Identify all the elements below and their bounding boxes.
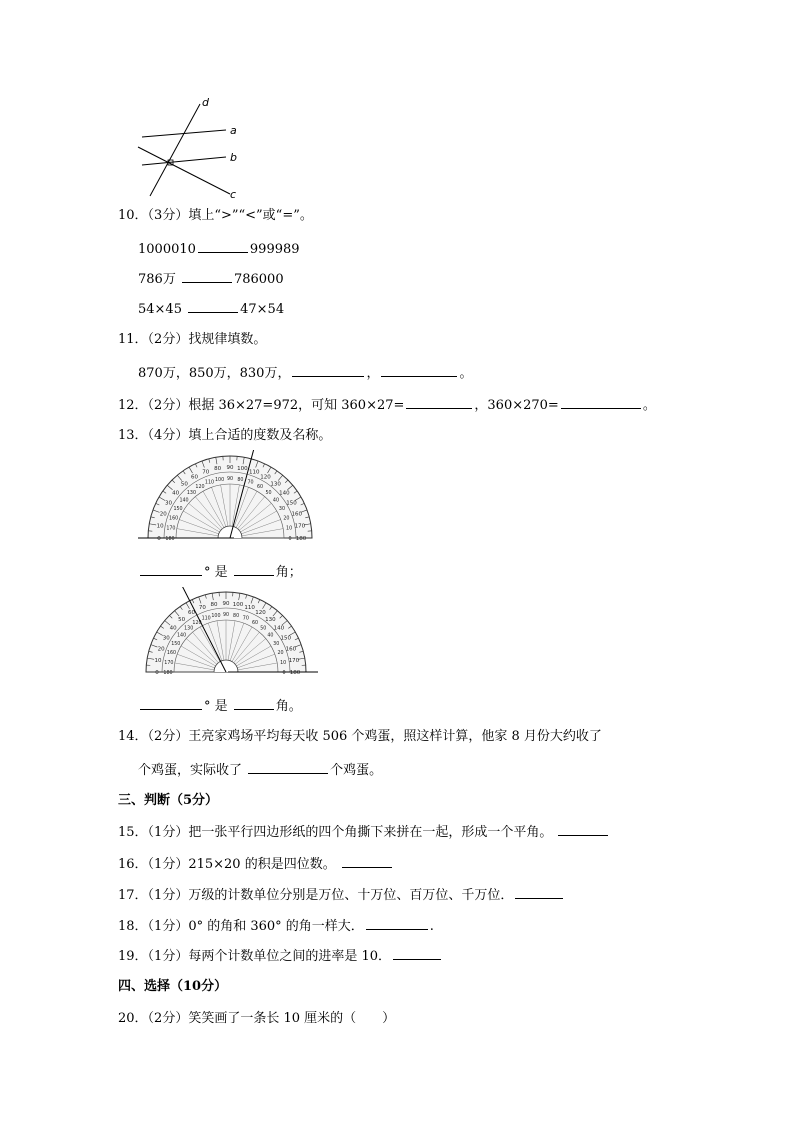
protractor-outer-label: 100 (232, 602, 244, 609)
q18-end: . (429, 919, 434, 934)
q18-text: 18．（1分）0° 的角和 360° 的角一样大． (118, 919, 364, 934)
q10-item-1-left: 1000010 (138, 242, 196, 257)
protractor-inner-label: 170 (164, 660, 174, 666)
protractor-inner-label: 90 (226, 477, 234, 482)
protractor-inner-label: 150 (173, 507, 183, 512)
protractor-outer-label: 60 (188, 610, 195, 617)
protractor-outer-label: 70 (202, 469, 210, 476)
q12-stem: 12．（2分）根据 36×27=972，可知 360×27= (118, 398, 405, 413)
protractor-outer-label: 150 (280, 635, 292, 642)
protractor-inner-label: 20 (283, 516, 290, 522)
answer-blank[interactable] (558, 822, 608, 836)
section-3-title: 三、判断（5分） (118, 793, 219, 808)
protractor-inner-label: 140 (179, 498, 189, 504)
protractor-outer-label: 0 (155, 670, 159, 676)
q20-line: 20．（2分）笑笑画了一条长 10 厘米的（ ） (118, 1011, 396, 1026)
q17-text: 17．（1分）万级的计数单位分别是万位、十万位、百万位、千万位． (118, 888, 514, 903)
protractor-inner-label: 10 (280, 660, 287, 666)
q13-stem: 13．（4分）填上合适的度数及名称。 (118, 428, 332, 443)
protractor-inner-label: 80 (237, 477, 244, 483)
protractor-inner-label: 50 (265, 491, 272, 497)
protractor-inner-label: 70 (242, 616, 249, 622)
q16-line (118, 854, 394, 874)
line-label-b: b (230, 151, 237, 164)
protractor-outer-label: 90 (226, 465, 234, 471)
q11-sequence (138, 363, 472, 383)
answer-blank[interactable] (515, 885, 563, 899)
q13-fill1-end: 角； (275, 565, 302, 580)
answer-blank[interactable] (234, 696, 274, 710)
protractor-inner-label: 180 (165, 537, 175, 542)
protractor-outer-label: 160 (291, 511, 302, 518)
protractor-outer-label: 80 (210, 602, 218, 609)
protractor-inner-label: 160 (166, 651, 177, 657)
protractor-inner-label: 20 (277, 651, 284, 657)
answer-blank[interactable] (366, 916, 428, 930)
protractor-outer-label: 0 (157, 536, 161, 542)
protractor-outer-label: 180 (289, 670, 301, 676)
protractor-inner-label: 100 (211, 613, 221, 619)
protractor-outer-label: 120 (255, 610, 266, 617)
protractor-figure-1 (138, 450, 328, 550)
protractor-outer-label: 50 (180, 481, 188, 488)
protractor-outer-label: 80 (214, 466, 222, 473)
protractor-inner-label: 40 (267, 633, 274, 639)
protractor-inner-label: 120 (195, 485, 205, 491)
protractor-figure-2 (138, 587, 328, 687)
q11-seq-text: 870万，850万，830万， (138, 366, 291, 381)
q10-stem: 10．（3分）填上“>”“<”或“=”。 (118, 208, 313, 223)
protractor-outer-label: 30 (165, 500, 173, 507)
protractor-outer-label: 180 (295, 536, 307, 542)
answer-blank[interactable] (292, 363, 364, 377)
protractor-outer-label: 60 (191, 474, 198, 481)
protractor-inner-label: 10 (286, 526, 293, 532)
answer-blank[interactable] (188, 299, 238, 313)
protractor-outer-label: 100 (237, 466, 248, 473)
q10-item-3-left: 54×45 (138, 302, 182, 317)
q18-line (118, 916, 434, 936)
q17-line (118, 885, 565, 905)
protractor-outer-label: 20 (157, 646, 165, 653)
protractor-inner-label: 100 (215, 477, 225, 483)
protractor-inner-label: 40 (272, 498, 280, 504)
answer-blank[interactable] (182, 269, 232, 283)
protractor-outer-label: 170 (294, 523, 306, 530)
q19-text: 19．（1分）每两个计数单位之间的进率是 10． (118, 949, 391, 964)
q11-end: 。 (459, 366, 473, 381)
protractor-inner-label: 130 (186, 491, 197, 497)
q13-fill1-deg: ° 是 (204, 565, 228, 580)
answer-blank[interactable] (561, 395, 641, 409)
answer-blank[interactable] (406, 395, 472, 409)
q11-comma: ， (366, 366, 380, 381)
q19-line (118, 946, 443, 966)
protractor-outer-label: 140 (279, 490, 290, 497)
q13-fill2-end: 角。 (275, 699, 302, 714)
protractor-outer-label: 10 (154, 658, 162, 665)
answer-blank[interactable] (198, 239, 248, 253)
protractor-inner-label: 140 (176, 633, 187, 639)
q14-text-a: 个鸡蛋，实际收了 (138, 763, 243, 778)
answer-blank[interactable] (234, 562, 274, 576)
protractor-outer-label: 150 (286, 500, 297, 507)
line-label-c: c (230, 188, 237, 201)
q15-line (118, 822, 610, 842)
q10-item-2 (138, 269, 284, 289)
protractor-inner-label: 150 (171, 642, 181, 647)
answer-blank[interactable] (381, 363, 457, 377)
q12-mid: ，360×270= (474, 398, 559, 413)
protractor-outer-label: 130 (270, 481, 281, 488)
protractor-outer-label: 50 (178, 617, 186, 624)
protractor-outer-label: 160 (285, 646, 297, 653)
q11-stem: 11．（2分）找规律填数。 (118, 332, 267, 347)
q15-text: 15．（1分）把一张平行四边形纸的四个角撕下来拼在一起，形成一个平角。 (118, 825, 553, 840)
q13-fill-1 (138, 562, 302, 582)
protractor-inner-label: 80 (233, 613, 240, 619)
protractor-inner-label: 30 (273, 642, 280, 647)
q10-item-2-left: 786万 (138, 272, 176, 287)
protractor-inner-label: 0 (288, 537, 292, 542)
protractor-inner-label: 120 (192, 620, 202, 626)
protractor-outer-label: 40 (169, 625, 177, 632)
q10-item-3 (138, 299, 284, 319)
protractor-outer-label: 90 (222, 601, 230, 607)
protractor-outer-label: 110 (249, 469, 260, 476)
protractor-outer-label: 10 (156, 523, 164, 530)
q10-item-2-right: 786000 (233, 272, 284, 287)
protractor-inner-label: 160 (169, 516, 179, 522)
q10-item-1-right: 999989 (249, 242, 300, 257)
protractor-inner-label: 60 (256, 485, 264, 491)
answer-blank[interactable] (342, 854, 392, 868)
answer-blank[interactable] (140, 562, 202, 576)
q12-line (118, 395, 656, 415)
answer-blank[interactable] (248, 760, 328, 774)
intersecting-lines-figure (130, 94, 250, 204)
protractor-outer-label: 170 (288, 658, 300, 665)
q16-text: 16．（1分）215×20 的积是四位数。 (118, 857, 336, 872)
protractor-inner-label: 180 (163, 671, 173, 676)
answer-blank[interactable] (140, 696, 202, 710)
line-label-a: a (230, 124, 237, 137)
q10-item-1 (138, 239, 300, 259)
q13-fill2-deg: ° 是 (204, 699, 228, 714)
protractor-inner-label: 110 (204, 480, 215, 486)
protractor-inner-label: 70 (247, 480, 254, 486)
protractor-inner-label: 60 (251, 620, 259, 626)
protractor-outer-label: 40 (172, 490, 180, 497)
protractor-outer-label: 140 (273, 625, 285, 632)
protractor-outer-label: 20 (159, 511, 167, 518)
q14-line2 (138, 760, 382, 780)
protractor-inner-label: 50 (260, 626, 267, 632)
protractor-inner-label: 110 (201, 616, 211, 622)
protractor-inner-label: 170 (166, 526, 176, 532)
protractor-outer-label: 130 (265, 617, 276, 624)
protractor-outer-label: 110 (244, 605, 255, 612)
q12-end: 。 (642, 398, 656, 413)
answer-blank[interactable] (393, 946, 441, 960)
protractor-outer-label: 120 (260, 474, 271, 481)
q14-text-b: 个鸡蛋。 (330, 763, 383, 778)
q10-item-3-right: 47×54 (240, 302, 285, 317)
protractor-inner-label: 90 (222, 613, 230, 618)
protractor-inner-label: 0 (282, 671, 286, 676)
line-label-d: d (202, 96, 209, 109)
section-4-title: 四、选择（10分） (118, 979, 228, 994)
protractor-inner-label: 130 (184, 626, 194, 632)
protractor-outer-label: 70 (198, 605, 206, 612)
protractor-outer-label: 30 (162, 635, 170, 642)
q14-line1: 14．（2分）王亮家鸡场平均每天收 506 个鸡蛋，照这样计算，他家 8 月份大约收了 (118, 729, 602, 744)
protractor-inner-label: 30 (278, 507, 286, 512)
q13-fill-2 (138, 696, 302, 716)
